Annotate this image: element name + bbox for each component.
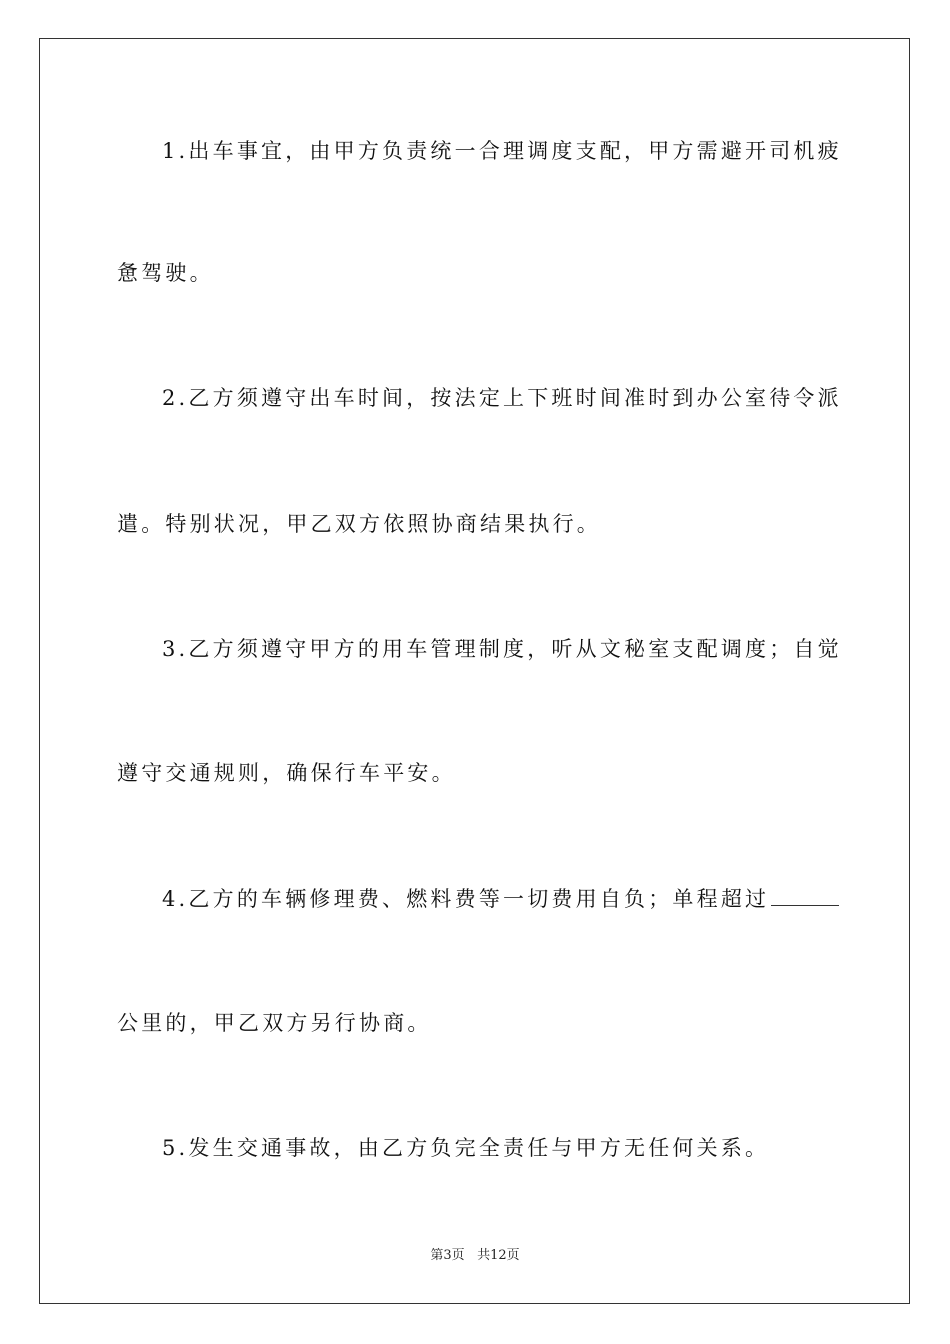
paragraph-3-line-2: 遵守交通规则，确保行车平安。 (117, 761, 456, 785)
paragraph-4-line-1 (162, 884, 839, 914)
paragraph-2-line-2: 遣。特别状况，甲乙双方依照协商结果执行。 (117, 512, 601, 536)
paragraph-2-line-1: 2.乙方须遵守出车时间，按法定上下班时间准时到办公室待令派 (162, 386, 842, 410)
paragraph-4-line-2: 公里的，甲乙双方另行协商。 (117, 1011, 432, 1035)
fill-in-blank (771, 885, 839, 906)
paragraph-1-line-2: 惫驾驶。 (117, 261, 214, 285)
page-footer (0, 1247, 950, 1265)
paragraph-5-line-1: 5.发生交通事故，由乙方负完全责任与甲方无任何关系。 (162, 1136, 770, 1160)
page-number: 第3页 (430, 1248, 465, 1263)
page-border (39, 38, 910, 1304)
total-pages: 共12页 (477, 1248, 520, 1263)
paragraph-4-line-1-text: 4.乙方的车辆修理费、燃料费等一切费用自负；单程超过 (162, 887, 770, 911)
paragraph-1-line-1: 1.出车事宜，由甲方负责统一合理调度支配，甲方需避开司机疲 (162, 139, 842, 163)
paragraph-3-line-1: 3.乙方须遵守甲方的用车管理制度，听从文秘室支配调度；自觉 (162, 637, 842, 661)
